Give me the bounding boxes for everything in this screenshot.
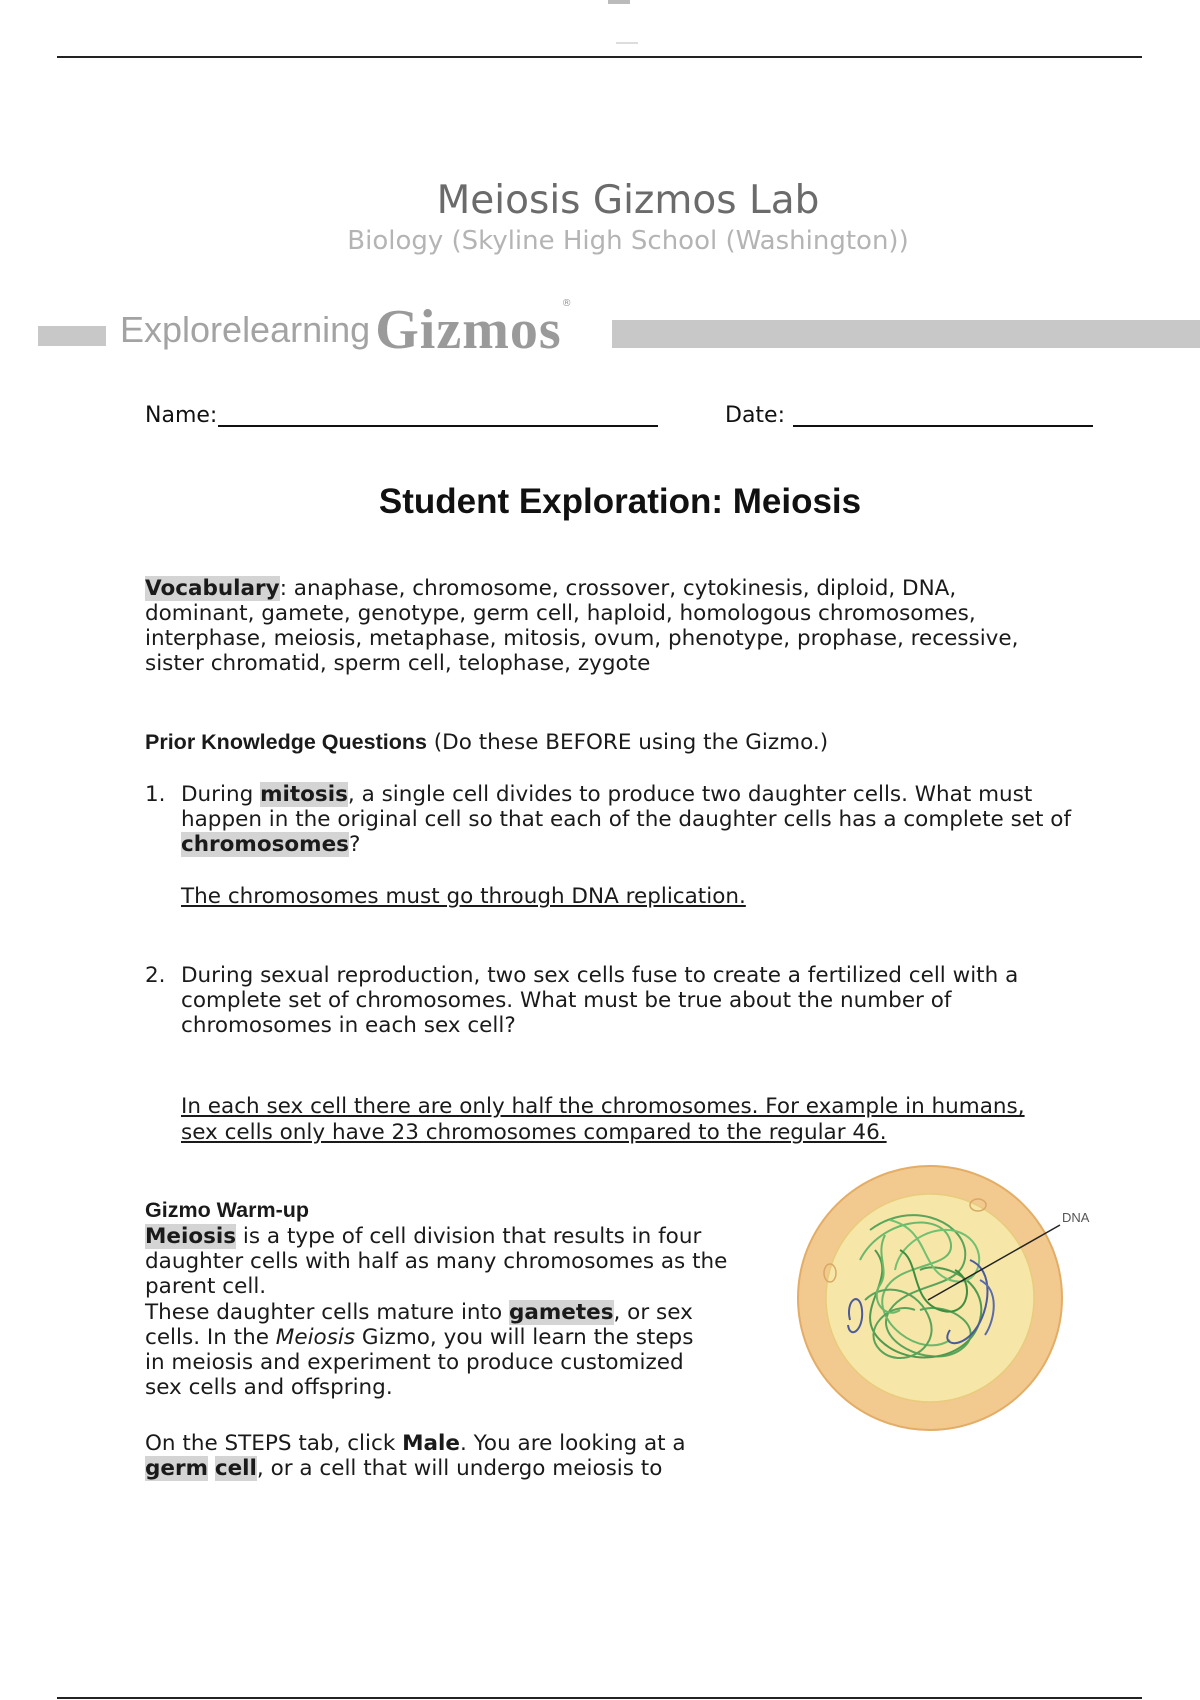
term-mitosis: mitosis (260, 782, 348, 807)
warmup-text-2b: , or sex cells. In the (145, 1300, 693, 1350)
page-top-mark-small (616, 42, 638, 44)
question-1-part1: During (181, 782, 261, 807)
name-label: Name: (145, 403, 218, 428)
question-1-part3: ? (348, 832, 361, 857)
term-germ: germ (145, 1456, 208, 1481)
term-meiosis: Meiosis (145, 1224, 237, 1249)
name-field[interactable] (218, 425, 658, 427)
explorelearning-gizmos-logo (120, 298, 572, 361)
warmup-heading: Gizmo Warm-up (145, 1198, 310, 1222)
document-title: Meiosis Gizmos Lab (436, 178, 820, 223)
question-1-answer[interactable]: The chromosomes must go through DNA replication. (181, 884, 746, 909)
prior-knowledge-heading (145, 730, 1105, 755)
logo-gizmos-text: Gizmos (375, 299, 562, 361)
term-gametes: gametes (508, 1300, 614, 1325)
question-2-text: During sexual reproduction, two sex cells fuse to create a fertilized cell with a complete set of chromosomes. What must be true about the number of chromosomes in each sex cell? (181, 963, 1019, 1038)
cell-nucleus (826, 1194, 1034, 1402)
question-1-part2: , a single cell divides to produce two daughter cells. What must happen in the original cell so that each of the daughter cells has a complete set of (181, 782, 1072, 832)
germ-cell-illustration (790, 1160, 1110, 1440)
warmup-paragraph-2 (145, 1300, 710, 1400)
gizmo-name: Meiosis (275, 1325, 356, 1350)
term-chromosomes: chromosomes (181, 832, 349, 857)
question-2-number: 2. (145, 963, 166, 988)
dna-label: DNA (1062, 1210, 1090, 1225)
date-label: Date: (725, 403, 785, 428)
warmup-text-3c: , or a cell that will undergo meiosis to (256, 1456, 663, 1481)
warmup-text-2c: Gizmo, you will learn the steps in meiosis and experiment to produce customized sex cells and offspring. (145, 1325, 694, 1400)
male-option: Male (402, 1431, 460, 1456)
warmup-text-3a: On the STEPS tab, click (145, 1431, 403, 1456)
header-rule (57, 56, 1142, 58)
question-1-text (181, 782, 1091, 857)
page-title: Student Exploration: Meiosis (378, 482, 862, 521)
logo-registered-mark: ® (561, 298, 572, 309)
vocabulary-terms: : anaphase, chromosome, crossover, cytokinesis, diploid, DNA, dominant, gamete, genotype, germ cell, haploid, homologous chromosomes, interphase, meiosis, metaphase, mitosis, ovum, phenotype, prophase, recessive, sister chromatid, sperm cell, telophase, zygote (145, 576, 1019, 676)
warmup-text-2a: These daughter cells mature into (145, 1300, 509, 1325)
logo-band-left (38, 326, 106, 346)
logo-explore-text: Explorelearning (120, 309, 371, 350)
term-cell: cell (214, 1456, 257, 1481)
footer-rule (57, 1697, 1142, 1699)
prior-knowledge-note: (Do these BEFORE using the Gizmo.) (426, 730, 829, 755)
question-2-answer-line-1[interactable]: In each sex cell there are only half the chromosomes. For example in humans, (181, 1094, 1025, 1119)
warmup-paragraph-3 (145, 1431, 710, 1481)
question-2-answer-line-2[interactable]: sex cells only have 23 chromosomes compared to the regular 46. (181, 1120, 887, 1145)
vocabulary-paragraph (145, 576, 1065, 676)
date-field[interactable] (793, 425, 1093, 427)
warmup-text-1: is a type of cell division that results in four daughter cells with half as many chromosomes as the parent cell. (145, 1224, 728, 1299)
document-subtitle: Biology (Skyline High School (Washington)) (347, 226, 909, 256)
vocabulary-label: Vocabulary (145, 576, 280, 601)
page-top-mark (608, 0, 630, 4)
logo-band-right (612, 320, 1200, 348)
warmup-paragraph-1 (145, 1224, 765, 1299)
prior-knowledge-title: Prior Knowledge Questions (145, 730, 427, 754)
warmup-text-3b: . You are looking at a (459, 1431, 686, 1456)
question-1-number: 1. (145, 782, 166, 807)
